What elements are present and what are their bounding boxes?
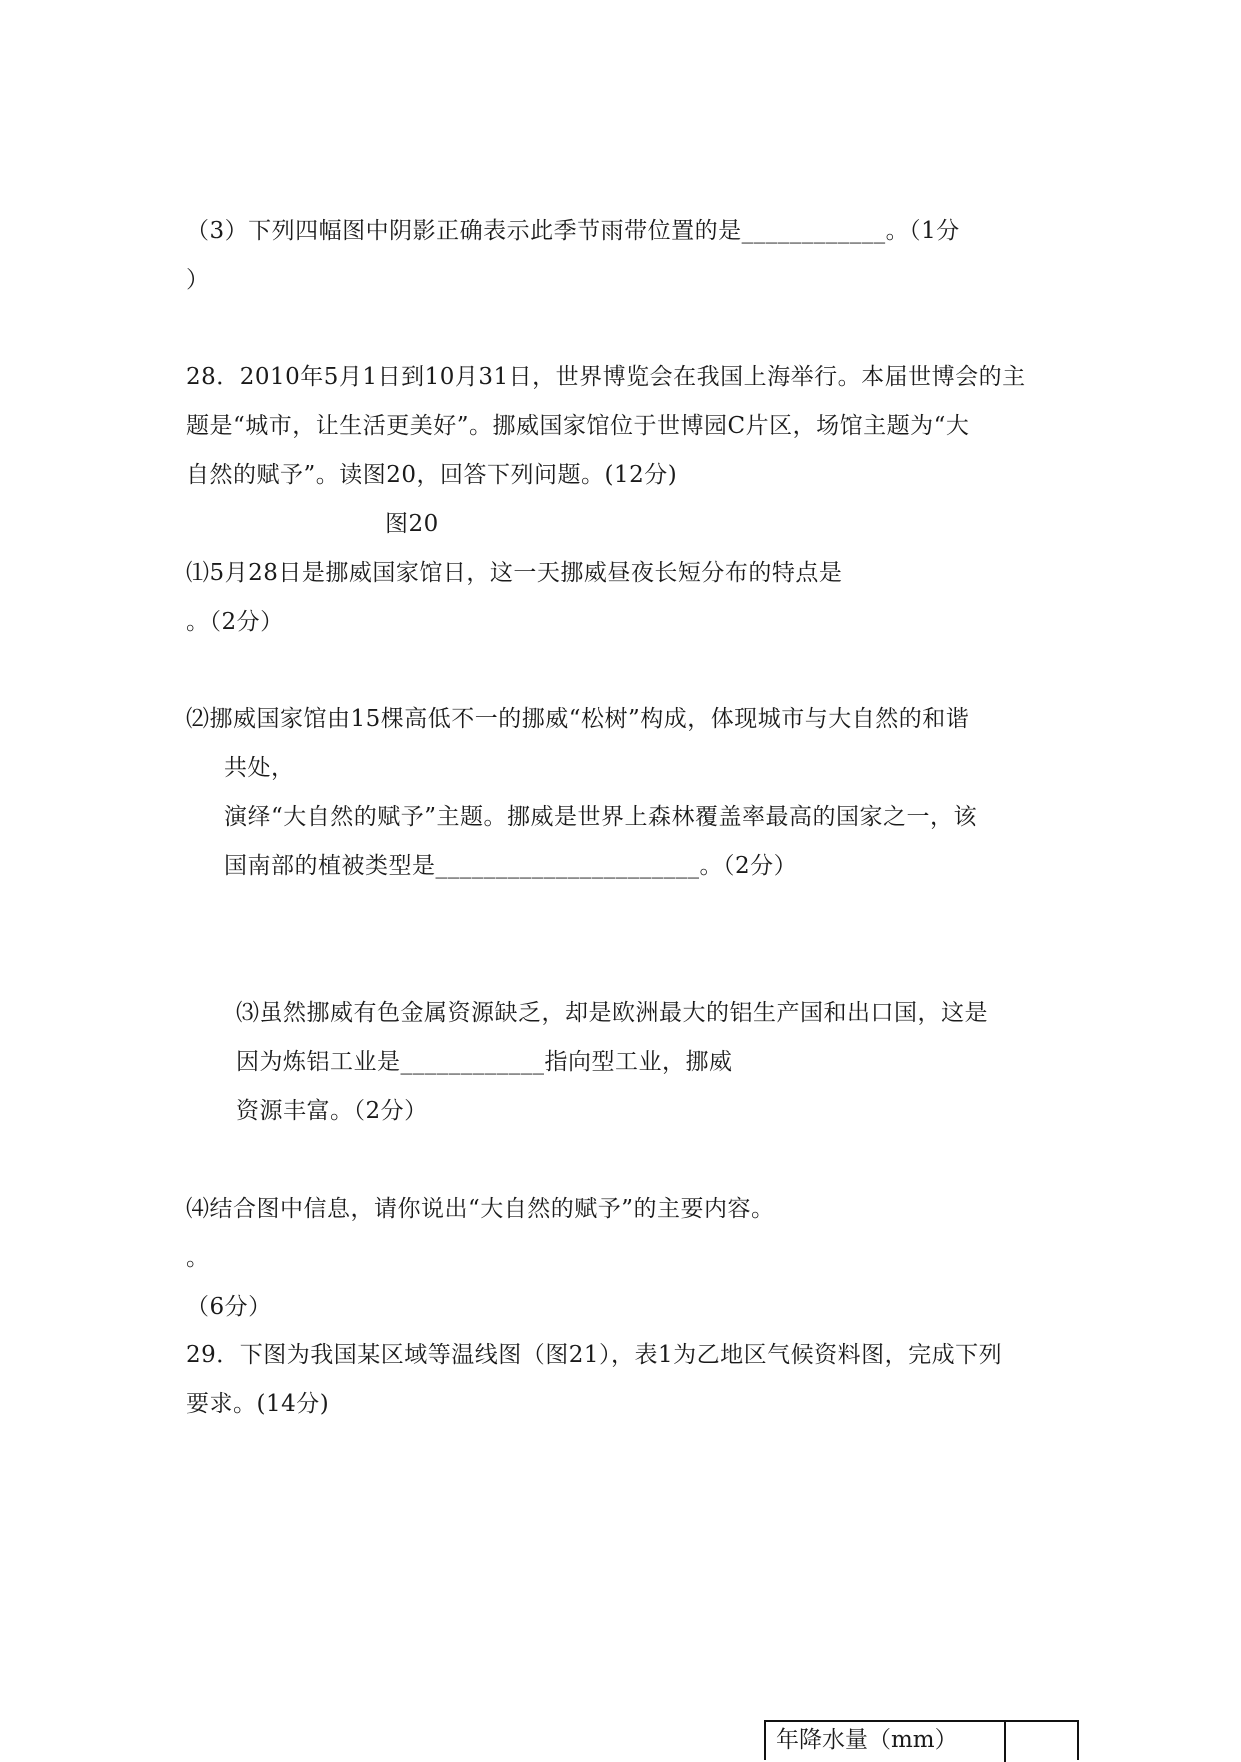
table-cell-label: 年降水量（mm） <box>766 1722 1006 1762</box>
question-28-3-line1: ⑶虽然挪威有色金属资源缺乏，却是欧洲最大的铝生产国和出口国，这是 <box>236 1000 988 1026</box>
question-28-2-line3: 演绎“大自然的赋予”主题。挪威是世界上森林覆盖率最高的国家之一，该 <box>224 804 978 830</box>
question-28-2-line2: 共处， <box>224 755 295 781</box>
table-cell-value <box>1006 1722 1077 1762</box>
question-28-line1: 28．2010年5月1日到10月31日，世界博览会在我国上海举行。本届世博会的主 <box>186 364 1026 390</box>
question-27-3-line2: ） <box>186 267 210 293</box>
figure-20-caption: 图20 <box>385 511 439 537</box>
question-29-line2: 要求。(14分) <box>186 1391 330 1417</box>
question-29-line1: 29．下图为我国某区域等温线图（图21），表1为乙地区气候资料图，完成下列 <box>186 1342 1003 1368</box>
climate-data-table <box>764 1720 1079 1760</box>
question-28-3-line3: 资源丰富。（2分） <box>236 1098 428 1124</box>
question-28-2-line1: ⑵挪威国家馆由15棵高低不一的挪威“松树”构成，体现城市与大自然的和谐 <box>186 706 970 732</box>
question-28-1-line2: 。（2分） <box>186 609 284 635</box>
question-28-4-line2: 。 <box>186 1245 210 1271</box>
question-28-4-line1: ⑷结合图中信息，请你说出“大自然的赋予”的主要内容。 <box>186 1196 775 1222</box>
question-28-line2: 题是“城市，让生活更美好”。挪威国家馆位于世博园C片区，场馆主题为“大 <box>186 413 970 439</box>
question-28-4-score: （6分） <box>186 1294 272 1320</box>
question-28-3-line2: 因为炼铝工业是____________指向型工业，挪威 <box>236 1049 733 1075</box>
question-27-3-line1: （3）下列四幅图中阴影正确表示此季节雨带位置的是____________。（1分 <box>186 218 960 244</box>
question-28-line3: 自然的赋予”。读图20，回答下列问题。(12分) <box>186 462 678 488</box>
question-28-1-line1: ⑴5月28日是挪威国家馆日，这一天挪威昼夜长短分布的特点是 <box>186 560 843 586</box>
question-28-2-line4: 国南部的植被类型是______________________。（2分） <box>224 853 798 879</box>
